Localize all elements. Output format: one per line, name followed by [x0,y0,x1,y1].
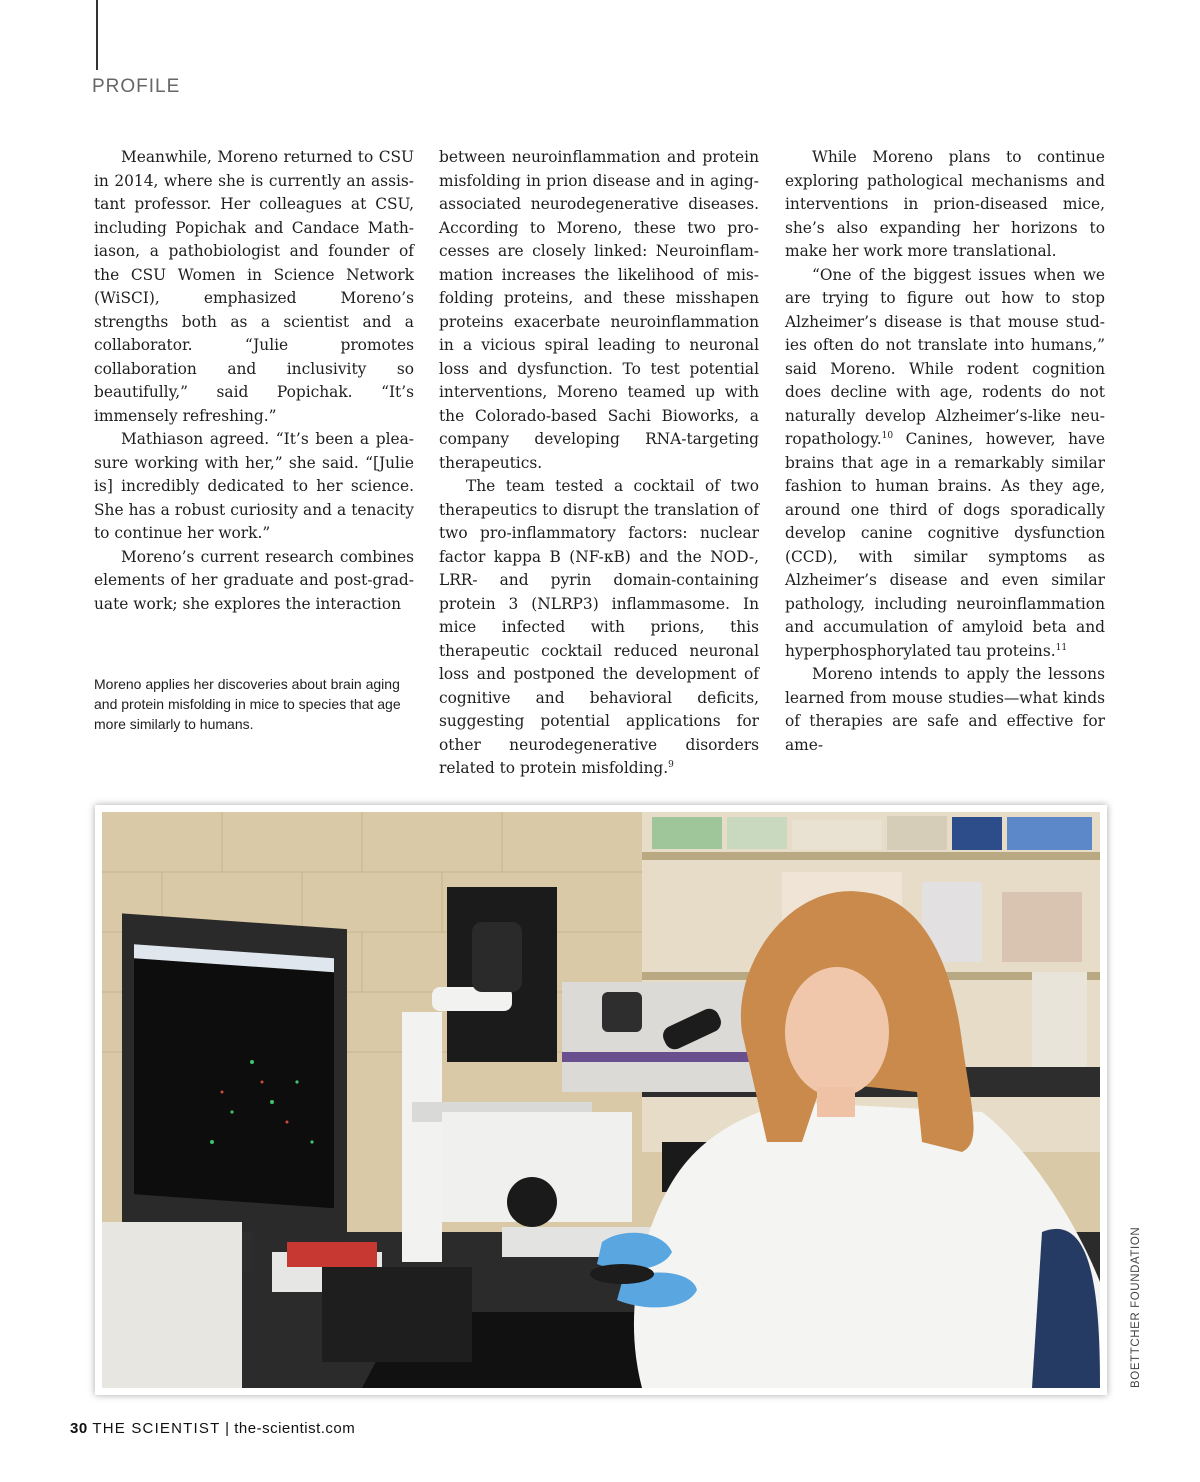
text-column-3 [785,146,1105,757]
paragraph: Moreno’s current research combines elements of her graduate and post-graduate work; she explores the interaction [94,547,414,613]
paragraph: While Moreno plans to continue exploring pathological mechanisms and interventions in prion-diseased mice, she’s also expanding her horizons to make her work more translational. [785,148,1105,260]
reference-superscript: 9 [668,759,674,770]
paragraph-text: Canines, however, have brains that age in a remarkably similar fashion to human brains. As they age, around one third of dogs sporadically develop canine cognitive dysfunction (CCD), with similar symptoms as Alzheimer’s disease and even similar pathology, including neuroinflammation and accumulation of amyloid beta and hyperphosphorylated tau proteins. [785,430,1105,660]
paragraph: Meanwhile, Moreno returned to CSU in 2014, where she is currently an assistant professor. Her colleagues at CSU, including Popichak and Candace Mathiason, a pathobiologist and founder of the CSU Women in Science Network (WiSCI), emphasized Moreno’s strengths both as a scientist and a collaborator. “Julie promotes collaboration and inclusivity so beautifully,” said Popichak. “It’s immensely refreshing.” [94,148,414,425]
text-column-2 [439,146,759,781]
lab-photo [95,805,1107,1395]
reference-superscript: 11 [1055,642,1068,653]
page-number: 30 [70,1420,88,1437]
magazine-name: THE SCIENTIST [92,1420,221,1437]
footer-separator: | [225,1420,230,1437]
text-column-1 [94,146,414,616]
paragraph [785,264,1105,664]
photo-caption: Moreno applies her discoveries about brain aging and protein misfolding in mice to species that age more similarly to humans. [94,676,401,732]
header-rule [96,0,98,70]
paragraph: Mathiason agreed. “It’s been a pleasure working with her,” she said. “[Julie is] incredibly dedicated to her science. She has a robust curiosity and a tenacity to continue her work.” [94,430,414,542]
reference-superscript: 10 [881,430,894,441]
page-footer [70,1420,355,1437]
website-link[interactable]: the-scientist.com [234,1420,356,1437]
paragraph [439,475,759,781]
paragraph: Moreno intends to apply the lessons learned from mouse studies—what kinds of therapies are safe and effective for ame- [785,665,1105,754]
paragraph-text: The team tested a cocktail of two therapeutics to disrupt the translation of two pro-inflammatory factors: nuclear factor kappa B (NF-κB) and the NOD-, LRR- and pyrin domain-containing protein 3 (NLRP3) inflammasome. In mice infected with prions, this therapeutic cocktail reduced neuronal loss and postponed the development of cognitive and behavioral deficits, suggesting potential applications for other neurodegenerative disorders related to protein misfolding. [439,477,759,777]
lab-photo-illustration [102,812,1100,1388]
paragraph: between neuroinflammation and protein misfolding in prion disease and in aging-associated neurodegenerative diseases. According to Moreno, these two processes are closely linked: Neuroinflammation increases the likelihood of misfolding proteins, and these misshapen proteins exacerbate neuroinflammation in a vicious spiral leading to neuronal loss and dysfunction. To test potential interventions, Moreno teamed up with the Colorado-based Sachi Bioworks, a company developing RNA-targeting therapeutics. [439,148,759,472]
paragraph-text: “One of the biggest issues when we are trying to figure out how to stop Alzheimer’s disease is that mouse studies often do not translate into humans,” said Moreno. While rodent cognition does decline with age, rodents do not naturally develop Alzheimer’s-like neuropathology. [785,265,1105,448]
section-label: PROFILE [92,76,181,97]
photo-credit: BOETTCHER FOUNDATION [1130,1226,1142,1388]
